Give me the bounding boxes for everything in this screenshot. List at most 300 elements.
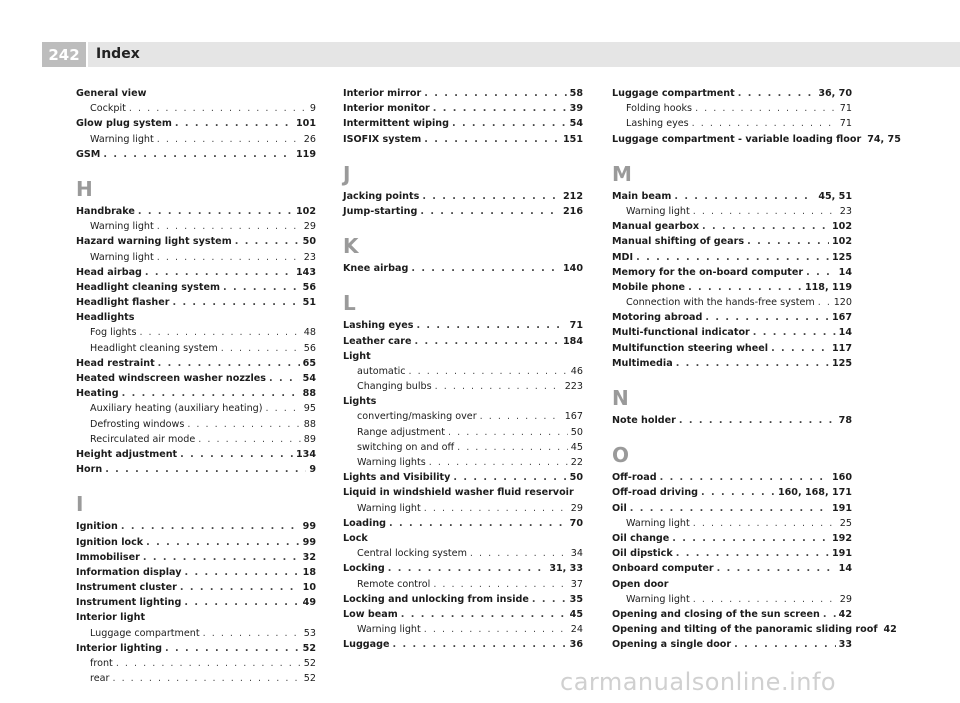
index-entry <box>343 592 583 607</box>
dot-leader <box>470 546 568 561</box>
index-subentry <box>76 432 316 447</box>
index-entry <box>76 595 316 610</box>
dot-leader <box>116 656 301 671</box>
index-entry <box>76 234 316 249</box>
index-subentry <box>612 204 852 219</box>
page-reference: 52 <box>303 658 316 669</box>
entry-term: Auxiliary heating (auxiliary heating) <box>90 403 263 415</box>
index-subentry <box>343 455 583 470</box>
index-entry <box>76 535 316 550</box>
dot-leader <box>424 132 560 147</box>
entry-term: Height adjustment <box>76 448 178 460</box>
entry-term: Oil change <box>612 532 670 544</box>
page-reference: 56 <box>303 342 316 354</box>
index-letter-heading: J <box>343 161 351 186</box>
page-reference: 36 <box>569 639 583 651</box>
index-subentry <box>612 516 852 531</box>
dot-leader <box>157 219 301 234</box>
page-reference: 118, 119 <box>804 281 852 293</box>
index-entry <box>76 462 316 477</box>
page-number: 242 <box>42 42 86 67</box>
entry-term: Remote control <box>357 578 431 590</box>
dot-leader <box>705 310 829 325</box>
index-entry <box>612 341 852 356</box>
index-subentry <box>612 295 852 310</box>
dot-leader <box>409 364 568 379</box>
dot-leader <box>416 318 566 333</box>
index-subentry <box>343 440 583 455</box>
entry-term: Folding hooks <box>626 103 693 115</box>
index-entry <box>343 116 583 131</box>
index-entry <box>612 637 852 652</box>
page-reference: 45 <box>570 441 583 453</box>
page-reference: 99 <box>302 521 316 533</box>
index-subentry <box>76 341 316 356</box>
page-reference: 65 <box>302 357 316 369</box>
entry-term: Instrument cluster <box>76 582 177 594</box>
index-entry <box>612 234 852 249</box>
index-entry <box>76 641 316 656</box>
entry-term: rear <box>90 673 110 685</box>
page-reference: 45, 51 <box>818 190 852 202</box>
page-reference: 167 <box>831 312 852 324</box>
entry-term: Lights <box>343 396 377 408</box>
entry-term: Warning light <box>90 251 154 263</box>
page-reference: 120 <box>833 297 852 309</box>
index-entry <box>76 386 316 401</box>
index-entry <box>612 413 852 428</box>
index-subentry <box>343 546 583 561</box>
index-entry <box>76 265 316 280</box>
dot-leader <box>112 671 300 686</box>
dot-leader <box>175 116 293 131</box>
index-entry <box>76 356 316 371</box>
index-entry <box>343 349 583 364</box>
index-entry <box>76 310 316 325</box>
page-reference: 58 <box>569 88 583 99</box>
index-entry <box>612 577 852 592</box>
entry-term: Loading <box>343 517 387 529</box>
dot-leader <box>172 295 299 310</box>
entry-term: Glow plug system <box>76 118 172 130</box>
dot-leader <box>636 250 829 265</box>
index-letter-heading: H <box>76 176 93 201</box>
entry-term: Luggage compartment <box>612 88 735 99</box>
page-reference: 102 <box>295 205 316 217</box>
dot-leader <box>138 204 293 219</box>
index-entry <box>612 546 852 561</box>
index-subentry <box>76 656 316 671</box>
entry-term: switching on and off <box>357 441 455 453</box>
dot-leader <box>158 356 300 371</box>
index-entry <box>612 501 852 516</box>
index-entry <box>343 318 583 333</box>
page-reference: 88 <box>303 418 316 430</box>
dot-leader <box>388 561 547 576</box>
page-reference: 42 <box>838 608 852 620</box>
page-reference: 24 <box>570 624 583 636</box>
index-subentry <box>343 379 583 394</box>
dot-leader <box>139 325 300 340</box>
entry-term: Handbrake <box>76 205 135 217</box>
entry-term: Headlight flasher <box>76 297 170 309</box>
page-reference: 10 <box>302 582 316 594</box>
dot-leader <box>105 462 306 477</box>
entry-term: Intermittent wiping <box>343 118 449 130</box>
page-reference: 134 <box>295 448 316 460</box>
dot-leader <box>157 132 301 147</box>
dot-leader <box>453 470 566 485</box>
entry-term: Heated windscreen washer nozzles <box>76 373 267 384</box>
index-entry <box>612 531 852 546</box>
page-reference: 23 <box>303 251 316 263</box>
dot-leader <box>753 325 836 340</box>
dot-leader <box>676 356 829 371</box>
dot-leader <box>676 546 829 561</box>
entry-term: Headlight cleaning system <box>76 281 220 293</box>
dot-leader <box>235 234 300 249</box>
index-entry <box>343 394 583 409</box>
dot-leader <box>674 189 815 204</box>
index-entry <box>76 371 316 386</box>
page-header <box>0 0 960 72</box>
entry-term: Multi-functional indicator <box>612 327 750 339</box>
index-entry <box>612 265 852 280</box>
entry-term: Knee airbag <box>343 263 409 275</box>
page-reference: 54 <box>569 118 583 130</box>
page-reference: 151 <box>562 133 583 145</box>
dot-leader <box>717 561 836 576</box>
entry-term: Jump-starting <box>343 205 418 217</box>
index-entry <box>76 610 316 625</box>
entry-term: ISOFIX system <box>343 133 422 145</box>
dot-leader <box>145 265 293 280</box>
entry-term: Luggage <box>343 639 390 651</box>
index-entry <box>343 86 583 101</box>
entry-term: Recirculated air mode <box>90 433 196 445</box>
entry-term: Off-road driving <box>612 487 699 499</box>
page-reference: 36, 70 <box>818 88 852 99</box>
dot-leader <box>143 550 300 565</box>
page-reference: 50 <box>569 472 583 484</box>
index-subentry <box>612 116 852 131</box>
dot-leader <box>660 470 829 485</box>
entry-term: Multimedia <box>612 357 673 369</box>
page-reference: 89 <box>303 433 316 445</box>
entry-term: Oil dipstick <box>612 548 673 560</box>
dot-leader <box>184 565 299 580</box>
page-reference: 101 <box>295 118 316 130</box>
dot-leader <box>433 577 567 592</box>
index-subentry <box>76 219 316 234</box>
index-entry <box>343 485 583 500</box>
page-reference: 18 <box>302 566 316 578</box>
page-reference: 192 <box>831 532 852 544</box>
index-entry <box>612 470 852 485</box>
dot-leader <box>448 425 568 440</box>
page-reference: 29 <box>570 502 583 514</box>
index-entry <box>343 516 583 531</box>
entry-term: MDI <box>612 251 634 263</box>
dot-leader <box>103 147 293 162</box>
entry-term: Warning light <box>90 133 154 145</box>
index-entry <box>343 101 583 116</box>
entry-term: Mobile phone <box>612 281 686 293</box>
page-reference: 39 <box>569 103 583 115</box>
index-entry <box>76 519 316 534</box>
entry-term: Multifunction steering wheel <box>612 342 769 354</box>
index-entry <box>76 204 316 219</box>
page-reference: 50 <box>302 236 316 248</box>
entry-term: Hazard warning light system <box>76 236 232 248</box>
entry-term: Luggage compartment <box>90 627 200 639</box>
dot-leader <box>198 432 301 447</box>
page-reference: 216 <box>562 205 583 217</box>
index-subentry <box>612 592 852 607</box>
entry-term: Low beam <box>343 608 398 620</box>
page-reference: 184 <box>562 335 583 347</box>
index-letter-heading: O <box>612 443 630 468</box>
index-entry <box>76 295 316 310</box>
page-reference: 50 <box>570 426 583 438</box>
index-entry <box>76 580 316 595</box>
dot-leader <box>480 409 562 424</box>
page-reference: 9 <box>309 464 316 476</box>
entry-term: automatic <box>357 365 406 377</box>
index-subentry <box>612 101 852 116</box>
entry-term: Opening and tilting of the panoramic sliding roof <box>612 624 878 636</box>
page-reference: 102 <box>831 221 852 233</box>
entry-term: Opening a single door <box>612 639 732 651</box>
page-reference: 88 <box>302 388 316 400</box>
page-reference: 31, 33 <box>549 563 583 575</box>
index-entry <box>343 189 583 204</box>
page-reference: 51 <box>302 297 316 309</box>
page-reference: 160 <box>831 472 852 484</box>
entry-term: Off-road <box>612 472 657 484</box>
entry-term: front <box>90 658 113 669</box>
index-entry <box>343 561 583 576</box>
index-entry <box>343 132 583 147</box>
index-entry <box>612 86 852 101</box>
dot-leader <box>701 485 775 500</box>
page-reference: 52 <box>303 673 316 685</box>
entry-term: Interior lighting <box>76 642 163 654</box>
page-title: Index <box>96 46 140 62</box>
entry-term: Instrument lighting <box>76 597 182 609</box>
index-subentry <box>76 671 316 686</box>
dot-leader <box>429 455 568 470</box>
index-entry <box>343 261 583 276</box>
page-reference: 48 <box>303 327 316 339</box>
index-letter-heading: N <box>612 386 629 410</box>
entry-term: Defrosting windows <box>90 418 185 430</box>
page-reference: 45 <box>569 608 583 620</box>
dot-leader <box>457 440 568 455</box>
entry-term: Cockpit <box>90 103 126 115</box>
entry-term: Warning lights <box>357 457 426 468</box>
page-reference: 143 <box>295 266 316 278</box>
dot-leader <box>702 219 829 234</box>
index-column-2 <box>343 86 583 652</box>
index-subentry <box>343 425 583 440</box>
entry-term: Warning light <box>626 205 690 217</box>
index-letter-heading: I <box>76 492 84 517</box>
page-reference: 78 <box>838 415 852 426</box>
dot-leader <box>806 265 836 280</box>
entry-term: Locking and unlocking from inside <box>343 593 529 605</box>
index-entry <box>612 250 852 265</box>
page-reference: 29 <box>839 593 852 605</box>
index-entry <box>612 189 852 204</box>
page-reference: 53 <box>303 627 316 639</box>
dot-leader <box>823 607 836 622</box>
dot-leader <box>184 595 299 610</box>
dot-leader <box>180 580 300 595</box>
entry-term: Warning light <box>357 624 421 636</box>
index-subentry <box>76 401 316 416</box>
index-entry <box>343 531 583 546</box>
dot-leader <box>223 280 300 295</box>
page-reference: 56 <box>302 281 316 293</box>
page-reference: 9 <box>309 103 316 115</box>
entry-term: Horn <box>76 464 103 476</box>
entry-term: Interior monitor <box>343 103 430 115</box>
dot-leader <box>424 501 568 516</box>
dot-leader <box>129 101 307 116</box>
index-subentry <box>343 577 583 592</box>
page-reference: 14 <box>838 266 852 278</box>
index-subentry <box>76 250 316 265</box>
entry-term: Liquid in windshield washer fluid reservoir <box>343 487 574 499</box>
entry-term: Interior mirror <box>343 88 422 99</box>
dot-leader <box>693 516 837 531</box>
index-entry <box>343 334 583 349</box>
dot-leader <box>747 234 829 249</box>
index-subentry <box>76 626 316 641</box>
page-reference: 22 <box>570 457 583 468</box>
dot-leader <box>424 622 568 637</box>
entry-term: Headlight cleaning system <box>90 342 218 354</box>
dot-leader <box>389 516 567 531</box>
page-reference: 34 <box>570 548 583 560</box>
index-letter-heading: K <box>343 234 359 259</box>
index-entry <box>343 204 583 219</box>
entry-term: Connection with the hands-free system <box>626 297 815 309</box>
page-reference: 23 <box>839 205 852 217</box>
page-reference: 42 <box>883 624 897 636</box>
page-reference: 125 <box>831 357 852 369</box>
index-column-1 <box>76 86 316 686</box>
index-entry <box>612 607 852 622</box>
page-reference: 26 <box>303 133 316 145</box>
entry-term: Lights and Visibility <box>343 472 451 484</box>
index-subentry <box>343 409 583 424</box>
entry-term: Warning light <box>357 502 421 514</box>
entry-term: Interior light <box>76 612 146 624</box>
entry-term: Changing bulbs <box>357 381 432 393</box>
page-reference: 119 <box>295 148 316 160</box>
dot-leader <box>693 592 837 607</box>
dot-leader <box>393 637 567 652</box>
page-reference: 71 <box>569 320 583 332</box>
header-bar <box>88 42 960 67</box>
index-entry <box>76 550 316 565</box>
index-subentry <box>76 132 316 147</box>
dot-leader <box>165 641 300 656</box>
dot-leader <box>187 417 300 432</box>
index-entry <box>612 310 852 325</box>
dot-leader <box>738 86 816 101</box>
index-entry <box>343 607 583 622</box>
entry-term: Luggage compartment - variable loading floor <box>612 133 862 145</box>
entry-term: Leather care <box>343 335 412 347</box>
entry-term: Fog lights <box>90 327 137 339</box>
dot-leader <box>401 607 567 622</box>
entry-term: Locking <box>343 563 385 575</box>
entry-term: General view <box>76 88 147 99</box>
index-entry <box>76 447 316 462</box>
entry-term: Lock <box>343 532 368 544</box>
dot-leader <box>433 101 567 116</box>
dot-leader <box>203 626 301 641</box>
index-entry <box>76 86 316 101</box>
index-entry <box>612 280 852 295</box>
index-letter-heading: M <box>612 161 632 186</box>
entry-term: Note holder <box>612 415 676 426</box>
index-entry <box>612 485 852 500</box>
page-reference: 46 <box>570 365 583 377</box>
index-entry <box>76 116 316 131</box>
page-reference: 167 <box>564 411 583 423</box>
entry-term: Motoring abroad <box>612 312 703 324</box>
entry-term: Ignition <box>76 521 118 533</box>
page-reference: 212 <box>562 190 583 202</box>
dot-leader <box>679 413 836 428</box>
entry-term: Head airbag <box>76 266 142 278</box>
page-reference: 35 <box>569 593 583 605</box>
dot-leader <box>695 101 837 116</box>
entry-term: Main beam <box>612 190 672 202</box>
dot-leader <box>818 295 831 310</box>
page-reference: 140 <box>562 263 583 275</box>
dot-leader <box>266 401 301 416</box>
page-reference: 191 <box>831 502 852 514</box>
index-entry <box>76 280 316 295</box>
index-entry <box>612 219 852 234</box>
index-column-3 <box>612 86 901 652</box>
page-reference: 14 <box>838 563 852 575</box>
index-subentry <box>76 101 316 116</box>
page-reference: 125 <box>831 251 852 263</box>
index-subentry <box>343 622 583 637</box>
page-reference: 54 <box>302 373 316 384</box>
entry-term: Warning light <box>626 517 690 529</box>
dot-leader <box>693 204 837 219</box>
entry-term: Headlights <box>76 312 135 324</box>
dot-leader <box>771 341 829 356</box>
entry-term: Oil <box>612 502 627 514</box>
entry-term: Memory for the on-board computer <box>612 266 804 278</box>
dot-leader <box>734 637 836 652</box>
entry-term: Warning light <box>90 221 154 233</box>
page-reference: 223 <box>564 381 583 393</box>
entry-term: GSM <box>76 148 101 160</box>
dot-leader <box>630 501 829 516</box>
page-reference: 71 <box>839 118 852 130</box>
index-entry <box>343 637 583 652</box>
dot-leader <box>221 341 301 356</box>
